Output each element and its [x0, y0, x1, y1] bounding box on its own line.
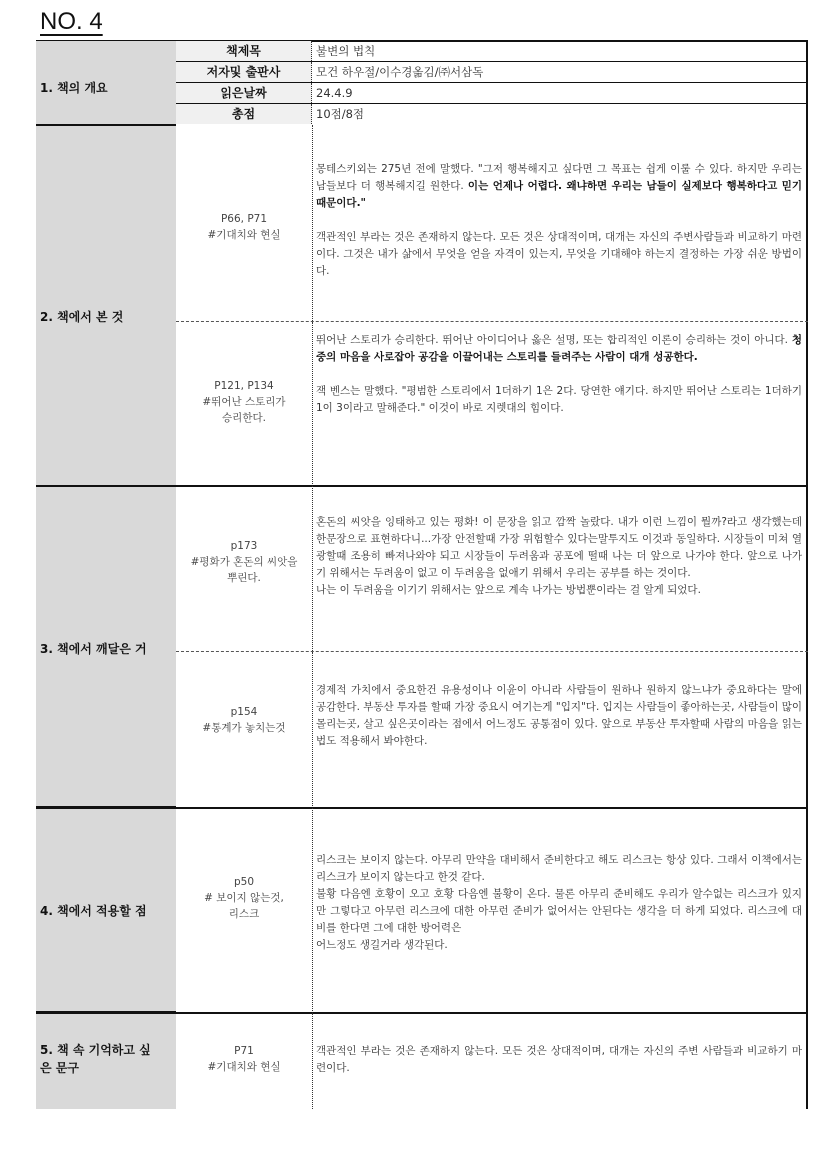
entry-reference [176, 704, 312, 736]
meta-row-date [176, 83, 808, 104]
text-highlight: 이는 언제나 어렵다. 왜냐하면 우리는 남들이 실제보다 행복하다고 믿기 때문이다." [316, 180, 802, 209]
section-apply-label: 4. 책에서 적용할 점 [40, 904, 147, 918]
meta-row-score [176, 104, 808, 125]
text-paragraph: 불황 다음엔 호황이 오고 호황 다음엔 불황이 온다. 물론 아무리 준비해도 우리가 알수없는 리스크가 있지만 그렇다고 아무런 리스크에 대한 아무런 준비가 없어서는 안된다는 생각을 더 하게 되었다. 리스크에 대비를 한다면 그에 대한 방어력은 [316, 888, 802, 934]
entry-text [316, 514, 802, 599]
ref-page: P121, P134 [214, 380, 274, 392]
text-paragraph: 잭 벤스는 말했다. "평범한 스토리에서 1더하기 1은 2다. 당연한 얘기다. 하지만 뛰어난 스토리는 1더하기 1이 3이라고 말해준다." 이것이 바로 지렛대의 힘이다. [316, 385, 802, 414]
ref-page: p173 [230, 540, 258, 552]
ref-tag: #기대치와 현실 [207, 229, 281, 241]
meta-value: 24.4.9 [316, 86, 353, 100]
meta-value: 10점/8점 [316, 107, 365, 121]
ref-tag: # 보이지 않는것, [204, 892, 284, 904]
meta-key: 읽은날짜 [176, 83, 312, 103]
ref-tag: 뿌린다. [227, 572, 261, 584]
section-remember [36, 1013, 176, 1109]
text-paragraph: 몽테스키외는 275년 전에 말했다. "그저 행복해지고 싶다면 그 목표는 쉽게 이룰 수 있다. 하지만 우리는 남들보다 더 행복해지길 원한다. [316, 163, 802, 192]
ref-page: p50 [233, 876, 255, 888]
ref-tag: 승리한다. [222, 412, 266, 424]
entry-realized-1 [176, 486, 808, 652]
ref-tag: #기대치와 현실 [207, 1061, 281, 1073]
entry-text [316, 852, 802, 954]
entry-apply-1 [176, 808, 808, 1013]
entry-text [316, 332, 802, 417]
entry-realized-2 [176, 652, 808, 808]
text-paragraph: 경제적 가치에서 중요한건 유용성이나 이윤이 아니라 사람들이 원하나 원하지 않느냐가 중요하다는 말에 공감한다. 부동산 투자를 할때 가장 중요시 여기는게 "입지"다. 입지는 사람들이 좋아하는곳, 사람들이 많이 몰리는곳, 살고 싶은곳이라는 점에서 어느정도 공통점이 있다. 앞으로 부동산 투자할때 사람의 마음을 읽는법도 적용해서 봐야한다. [316, 684, 802, 747]
section-apply [36, 808, 176, 1013]
entry-remember-1 [176, 1013, 808, 1109]
ref-tag: 리스크 [228, 908, 260, 920]
meta-row-title [176, 41, 808, 62]
entry-seen-1 [176, 125, 808, 322]
entry-text [316, 682, 802, 750]
ref-tag: #평화가 혼돈의 씨앗을 [190, 556, 298, 568]
ref-page: P71 [234, 1045, 254, 1057]
meta-key: 책제목 [176, 41, 312, 61]
entry-seen-2 [176, 322, 808, 486]
entry-reference [176, 378, 312, 426]
section-realized-label: 3. 책에서 깨달은 거 [40, 642, 147, 656]
section-seen-label: 2. 책에서 본 것 [40, 310, 124, 324]
entry-reference [176, 874, 312, 922]
ref-tag: #뛰어난 스토리가 [202, 396, 286, 408]
entry-reference [176, 211, 312, 243]
entry-reference [176, 538, 312, 586]
text-paragraph: 혼돈의 씨앗을 잉태하고 있는 평화! 이 문장을 읽고 깜짝 놀랐다. 내가 이런 느낌이 뭘까?라고 생각했는데 한문장으로 표현하다니...가장 안전할때 가장 위험할수 있다는말투지도 이것과 동일하다. 시장들이 미쳐 열광할때 조용히 빠져나와야 되고 시장들이 두려움과 공포에 떨때 나는 더 앞으로 나가야 한다. 앞으로 나가기 위해서는 두려움이 없고 이 두려움을 없애기 위해서 우리는 공부를 하는 것이다. [316, 516, 802, 579]
ref-tag: #통계가 놓치는것 [202, 722, 286, 734]
section-overview-label: 1. 책의 개요 [40, 81, 108, 95]
ref-page: P66, P71 [220, 213, 268, 225]
meta-row-author [176, 62, 808, 83]
text-paragraph: 뛰어난 스토리가 승리한다. 뛰어난 아이디어나 옳은 설명, 또는 합리적인 이론이 승리하는 것이 아니다. [316, 334, 788, 346]
meta-key: 저자및 출판사 [176, 62, 312, 82]
text-paragraph: 어느정도 생길거라 생각된다. [316, 939, 448, 951]
section-remember-label: 5. 책 속 기억하고 싶은 문구 [40, 1043, 151, 1075]
meta-value: 불변의 법칙 [316, 44, 376, 58]
section-seen [36, 126, 176, 486]
meta-value: 모건 하우절/이수경옮김/㈜서삼독 [316, 65, 484, 79]
document-number: NO. 4 [40, 8, 103, 35]
entry-text [316, 1043, 802, 1077]
ref-page: p154 [230, 706, 258, 718]
text-paragraph: 나는 이 두려움을 이기기 위해서는 앞으로 계속 나가는 방법뿐이라는 걸 알게 되었다. [316, 584, 701, 596]
section-overview [36, 41, 176, 126]
text-highlight: 청중의 마음을 사로잡아 공감을 이끌어내는 스토리를 들려주는 사람이 대개 성공한다. [316, 334, 802, 363]
entry-reference [176, 1043, 312, 1075]
text-paragraph: 객관적인 부라는 것은 존재하지 않는다. 모든 것은 상대적이며, 대개는 자신의 주변 사람들과 비교하기 마련이다. [316, 1045, 802, 1074]
text-paragraph: 객관적인 부라는 것은 존재하지 않는다. 모든 것은 상대적이며, 대개는 자신의 주변사람들과 비교하기 마련이다. 그것은 내가 삶에서 무엇을 얻을 자격이 있는지, 무엇을 기대해야 하는지 결정하는 가장 쉬운 방법이다. [316, 231, 802, 277]
text-paragraph: 리스크는 보이지 않는다. 아무리 만약을 대비해서 준비한다고 해도 리스크는 항상 있다. 그래서 이책에서는 리스크가 보이지 않는다고 한것 같다. [316, 854, 802, 883]
entry-text [316, 161, 802, 280]
section-realized [36, 486, 176, 808]
meta-key: 총점 [176, 104, 312, 124]
